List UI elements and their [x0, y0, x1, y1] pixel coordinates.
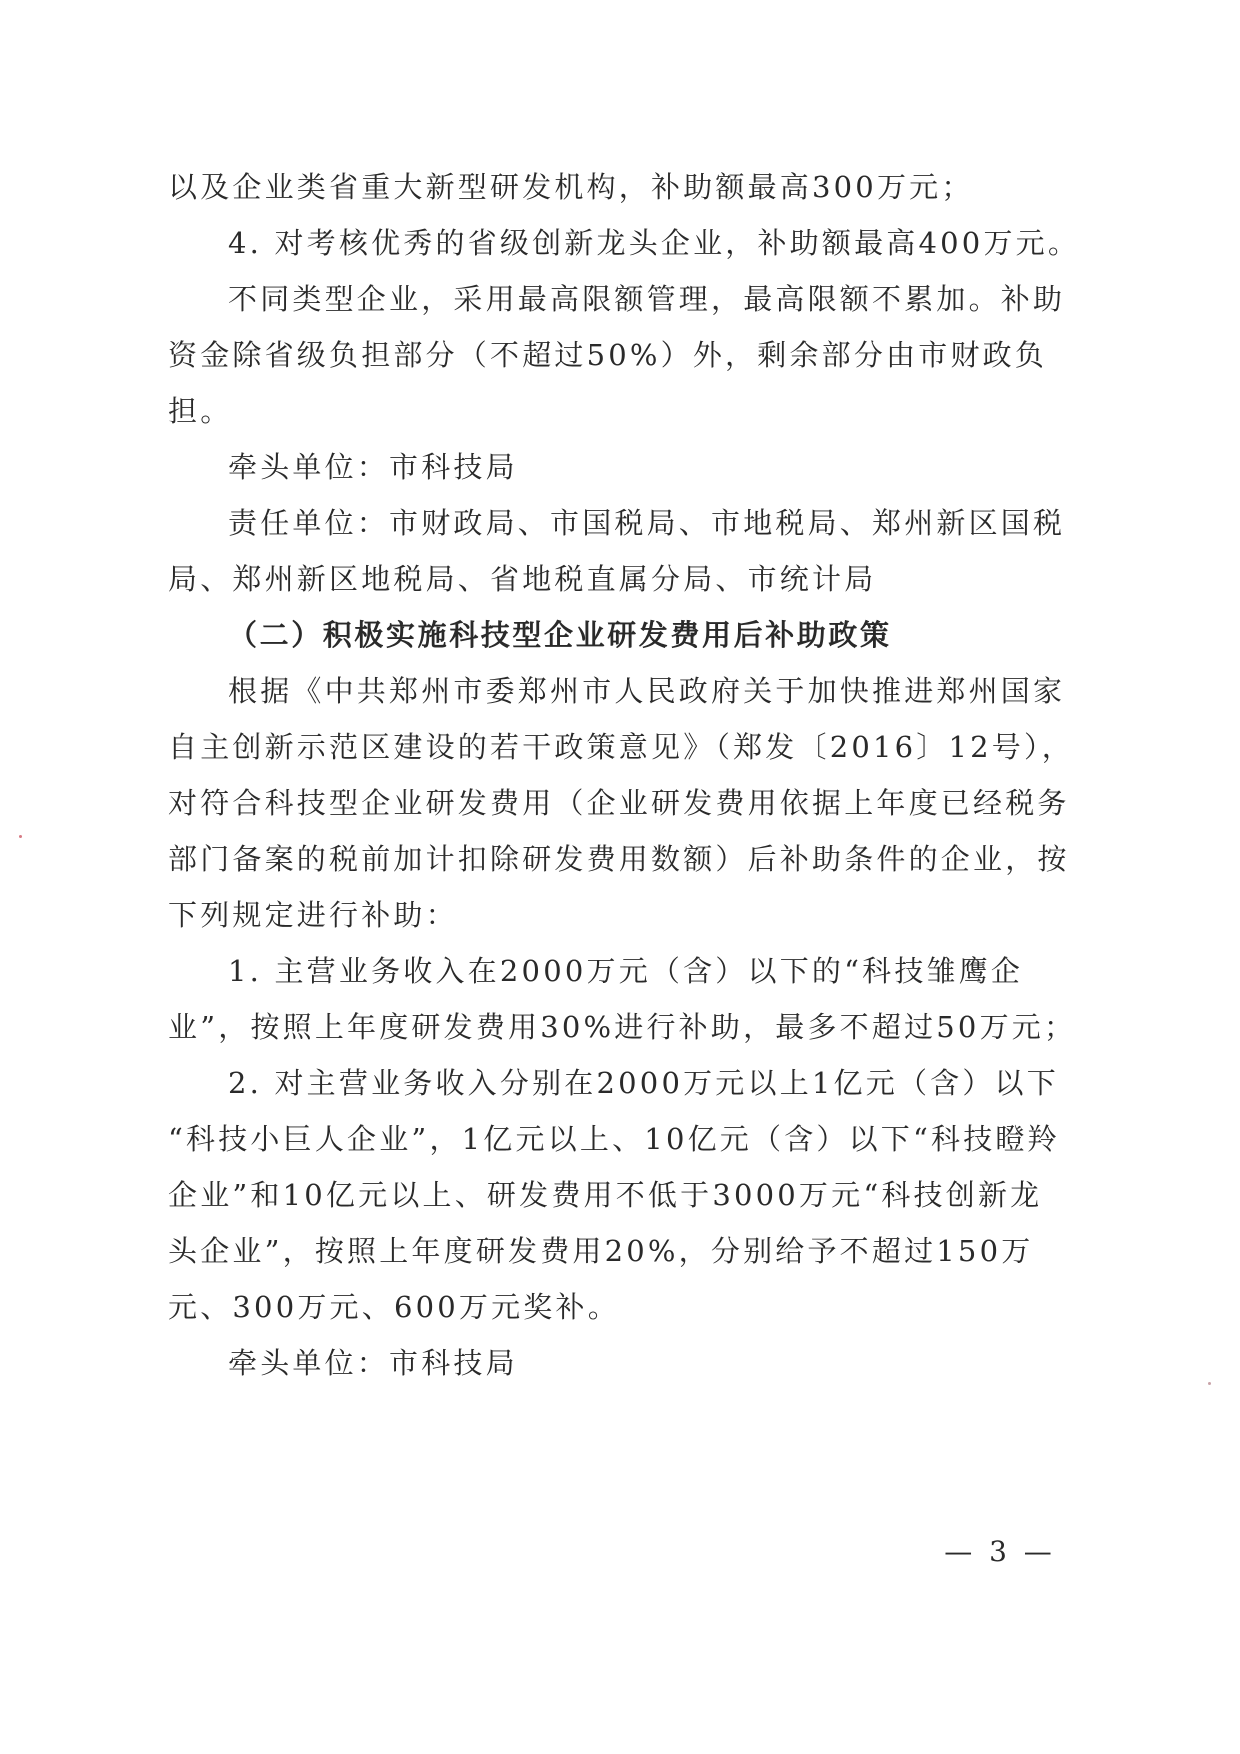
text-line-19: 企业”和10亿元以上、研发费用不低于3000万元“科技创新龙: [168, 1178, 1043, 1212]
text-line-12: 对符合科技型企业研发费用（企业研发费用依据上年度已经税务: [168, 786, 1070, 820]
section-heading: （二）积极实施科技型企业研发费用后补助政策: [228, 618, 892, 652]
text-line-15: 1. 主营业务收入在2000万元（含）以下的“科技雏鹰企: [228, 954, 1024, 988]
text-line-2: 4. 对考核优秀的省级创新龙头企业，补助额最高400万元。: [228, 226, 1081, 260]
text-line-11: 自主创新示范区建设的若干政策意见》（郑发〔2016〕12号），: [168, 730, 1074, 764]
text-line-16: 业”，按照上年度研发费用30%进行补助，最多不超过50万元；: [168, 1010, 1077, 1044]
lead-unit-line: 牵头单位：市科技局: [228, 450, 518, 484]
text-line-14: 下列规定进行补助：: [168, 898, 458, 932]
text-line-5: 担。: [168, 394, 233, 428]
text-line-20: 头企业”，按照上年度研发费用20%，分别给予不超过150万: [168, 1234, 1034, 1268]
scan-speck: [19, 835, 22, 838]
text-line-10: 根据《中共郑州市委郑州市人民政府关于加快推进郑州国家: [228, 674, 1066, 708]
responsible-units-line-1: 责任单位：市财政局、市国税局、市地税局、郑州新区国税: [228, 506, 1066, 540]
text-line-3: 不同类型企业，采用最高限额管理，最高限额不累加。补助: [228, 282, 1066, 316]
lead-unit-line-2: 牵头单位：市科技局: [228, 1346, 518, 1380]
text-line-4: 资金除省级负担部分（不超过50%）外，剩余部分由市财政负: [168, 338, 1048, 372]
page-number: — 3 —: [944, 1535, 1056, 1568]
text-line-18: “科技小巨人企业”，1亿元以上、10亿元（含）以下“科技瞪羚: [168, 1122, 1060, 1156]
responsible-units-line-2: 局、郑州新区地税局、省地税直属分局、市统计局: [168, 562, 877, 596]
scan-speck: [1208, 1382, 1211, 1385]
text-line-21: 元、300万元、600万元奖补。: [168, 1290, 620, 1324]
text-line-17: 2. 对主营业务收入分别在2000万元以上1亿元（含）以下: [228, 1066, 1059, 1100]
text-line-13: 部门备案的税前加计扣除研发费用数额）后补助条件的企业，按: [168, 842, 1070, 876]
text-line-1: 以及企业类省重大新型研发机构，补助额最高300万元；: [168, 170, 974, 204]
